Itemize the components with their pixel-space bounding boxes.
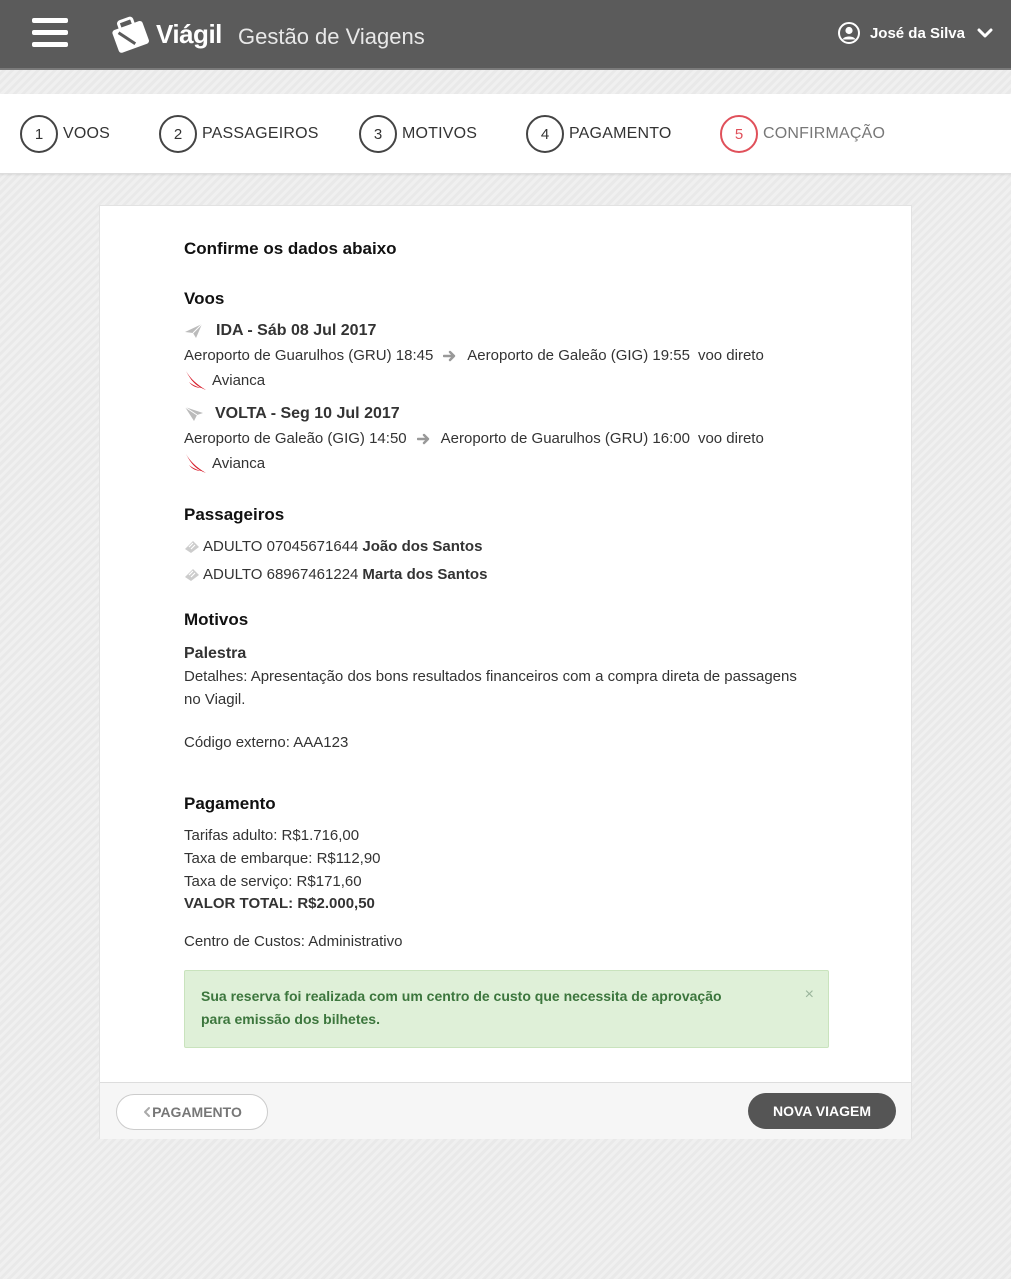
arrow-right-icon bbox=[417, 433, 431, 445]
avianca-logo-icon bbox=[184, 368, 208, 392]
return-flight-header bbox=[184, 405, 400, 423]
back-button-label: PAGAMENTO bbox=[152, 1104, 242, 1120]
payment-section-title: Pagamento bbox=[184, 794, 276, 813]
step-pagamento[interactable] bbox=[526, 115, 672, 153]
reason-details-line-1: Detalhes: Apresentação dos bons resultados financeiros com a compra direta de passagens bbox=[184, 668, 797, 685]
return-origin: Aeroporto de Galeão (GIG) 14:50 bbox=[184, 430, 407, 447]
close-icon[interactable]: × bbox=[804, 986, 814, 1003]
confirmation-card bbox=[99, 205, 912, 1139]
fare-adult: Tarifas adulto: R$1.716,00 bbox=[184, 827, 360, 844]
avianca-logo-icon bbox=[184, 451, 208, 475]
step-number: 3 bbox=[359, 115, 397, 153]
alert-message-line-1: Sua reserva foi realizada com um centro de custo que necessita de aprovação bbox=[201, 988, 722, 1004]
plane-takeoff-icon bbox=[184, 323, 204, 339]
top-bar bbox=[0, 0, 1011, 70]
step-voos[interactable] bbox=[20, 115, 110, 153]
service-fee: Taxa de serviço: R$171,60 bbox=[184, 873, 362, 890]
step-number: 5 bbox=[720, 115, 758, 153]
passenger-row bbox=[184, 566, 487, 583]
reason-details-line-2: no Viagil. bbox=[184, 691, 246, 708]
step-label: PASSAGEIROS bbox=[202, 125, 319, 142]
outbound-airline-name: Avianca bbox=[212, 371, 266, 389]
menu-icon[interactable] bbox=[32, 18, 68, 48]
boarding-fee: Taxa de embarque: R$112,90 bbox=[184, 850, 381, 867]
outbound-airline bbox=[184, 368, 265, 392]
arrow-right-icon bbox=[443, 350, 457, 362]
viagil-logo[interactable] bbox=[108, 14, 222, 54]
chevron-left-icon bbox=[142, 1106, 152, 1118]
outbound-route bbox=[184, 347, 764, 364]
step-confirmacao[interactable] bbox=[720, 115, 885, 153]
return-airline bbox=[184, 451, 265, 475]
external-code: Código externo: AAA123 bbox=[184, 734, 349, 751]
passenger-info: ADULTO 68967461224 bbox=[203, 566, 359, 583]
user-menu[interactable] bbox=[838, 22, 993, 44]
return-flight-title: VOLTA - Seg 10 Jul 2017 bbox=[215, 405, 400, 422]
step-number: 1 bbox=[20, 115, 58, 153]
user-name: José da Silva bbox=[869, 24, 965, 42]
ticket-icon bbox=[184, 568, 200, 582]
passenger-row bbox=[184, 538, 482, 555]
suitcase-logo-icon bbox=[108, 15, 152, 53]
step-number: 2 bbox=[159, 115, 197, 153]
return-route bbox=[184, 430, 764, 447]
new-trip-button-label: NOVA VIAGEM bbox=[772, 1103, 871, 1119]
step-label: PAGAMENTO bbox=[569, 125, 672, 142]
cost-center: Centro de Custos: Administrativo bbox=[184, 933, 403, 950]
passenger-name: Marta dos Santos bbox=[362, 566, 488, 583]
user-avatar-icon bbox=[838, 22, 860, 44]
passenger-name: João dos Santos bbox=[362, 538, 483, 555]
passenger-info: ADULTO 07045671644 bbox=[203, 538, 359, 555]
chevron-down-icon bbox=[977, 27, 993, 39]
return-destination: Aeroporto de Guarulhos (GRU) 16:00 bbox=[440, 430, 690, 447]
step-passageiros[interactable] bbox=[159, 115, 319, 153]
total-value: VALOR TOTAL: R$2.000,50 bbox=[184, 895, 375, 912]
step-label: MOTIVOS bbox=[402, 125, 478, 142]
plane-landing-icon bbox=[184, 406, 204, 422]
page-title: Confirme os dados abaixo bbox=[184, 239, 397, 258]
reason-name: Palestra bbox=[184, 645, 247, 662]
back-to-payment-button[interactable] bbox=[116, 1094, 268, 1130]
outbound-flight-type: voo direto bbox=[697, 347, 764, 364]
step-label: CONFIRMAÇÃO bbox=[763, 125, 886, 142]
outbound-flight-header bbox=[184, 322, 376, 340]
step-number: 4 bbox=[526, 115, 564, 153]
outbound-destination: Aeroporto de Galeão (GIG) 19:55 bbox=[467, 347, 690, 364]
reasons-section-title: Motivos bbox=[184, 610, 249, 629]
card-footer bbox=[100, 1082, 911, 1139]
return-flight-type: voo direto bbox=[697, 430, 764, 447]
outbound-origin: Aeroporto de Guarulhos (GRU) 18:45 bbox=[184, 347, 434, 364]
outbound-flight-title: IDA - Sáb 08 Jul 2017 bbox=[216, 322, 377, 339]
flights-section-title: Voos bbox=[184, 289, 225, 308]
checkout-stepper bbox=[0, 94, 1011, 174]
new-trip-button[interactable] bbox=[748, 1093, 896, 1129]
return-airline-name: Avianca bbox=[212, 454, 266, 472]
app-title: Gestão de Viagens bbox=[238, 24, 425, 49]
alert-message-line-2: para emissão dos bilhetes. bbox=[201, 1011, 380, 1027]
passengers-section-title: Passageiros bbox=[184, 505, 285, 524]
step-motivos[interactable] bbox=[359, 115, 477, 153]
ticket-icon bbox=[184, 540, 200, 554]
step-label: VOOS bbox=[63, 125, 111, 142]
approval-alert bbox=[184, 970, 829, 1048]
logo-text: Viágil bbox=[156, 18, 222, 49]
